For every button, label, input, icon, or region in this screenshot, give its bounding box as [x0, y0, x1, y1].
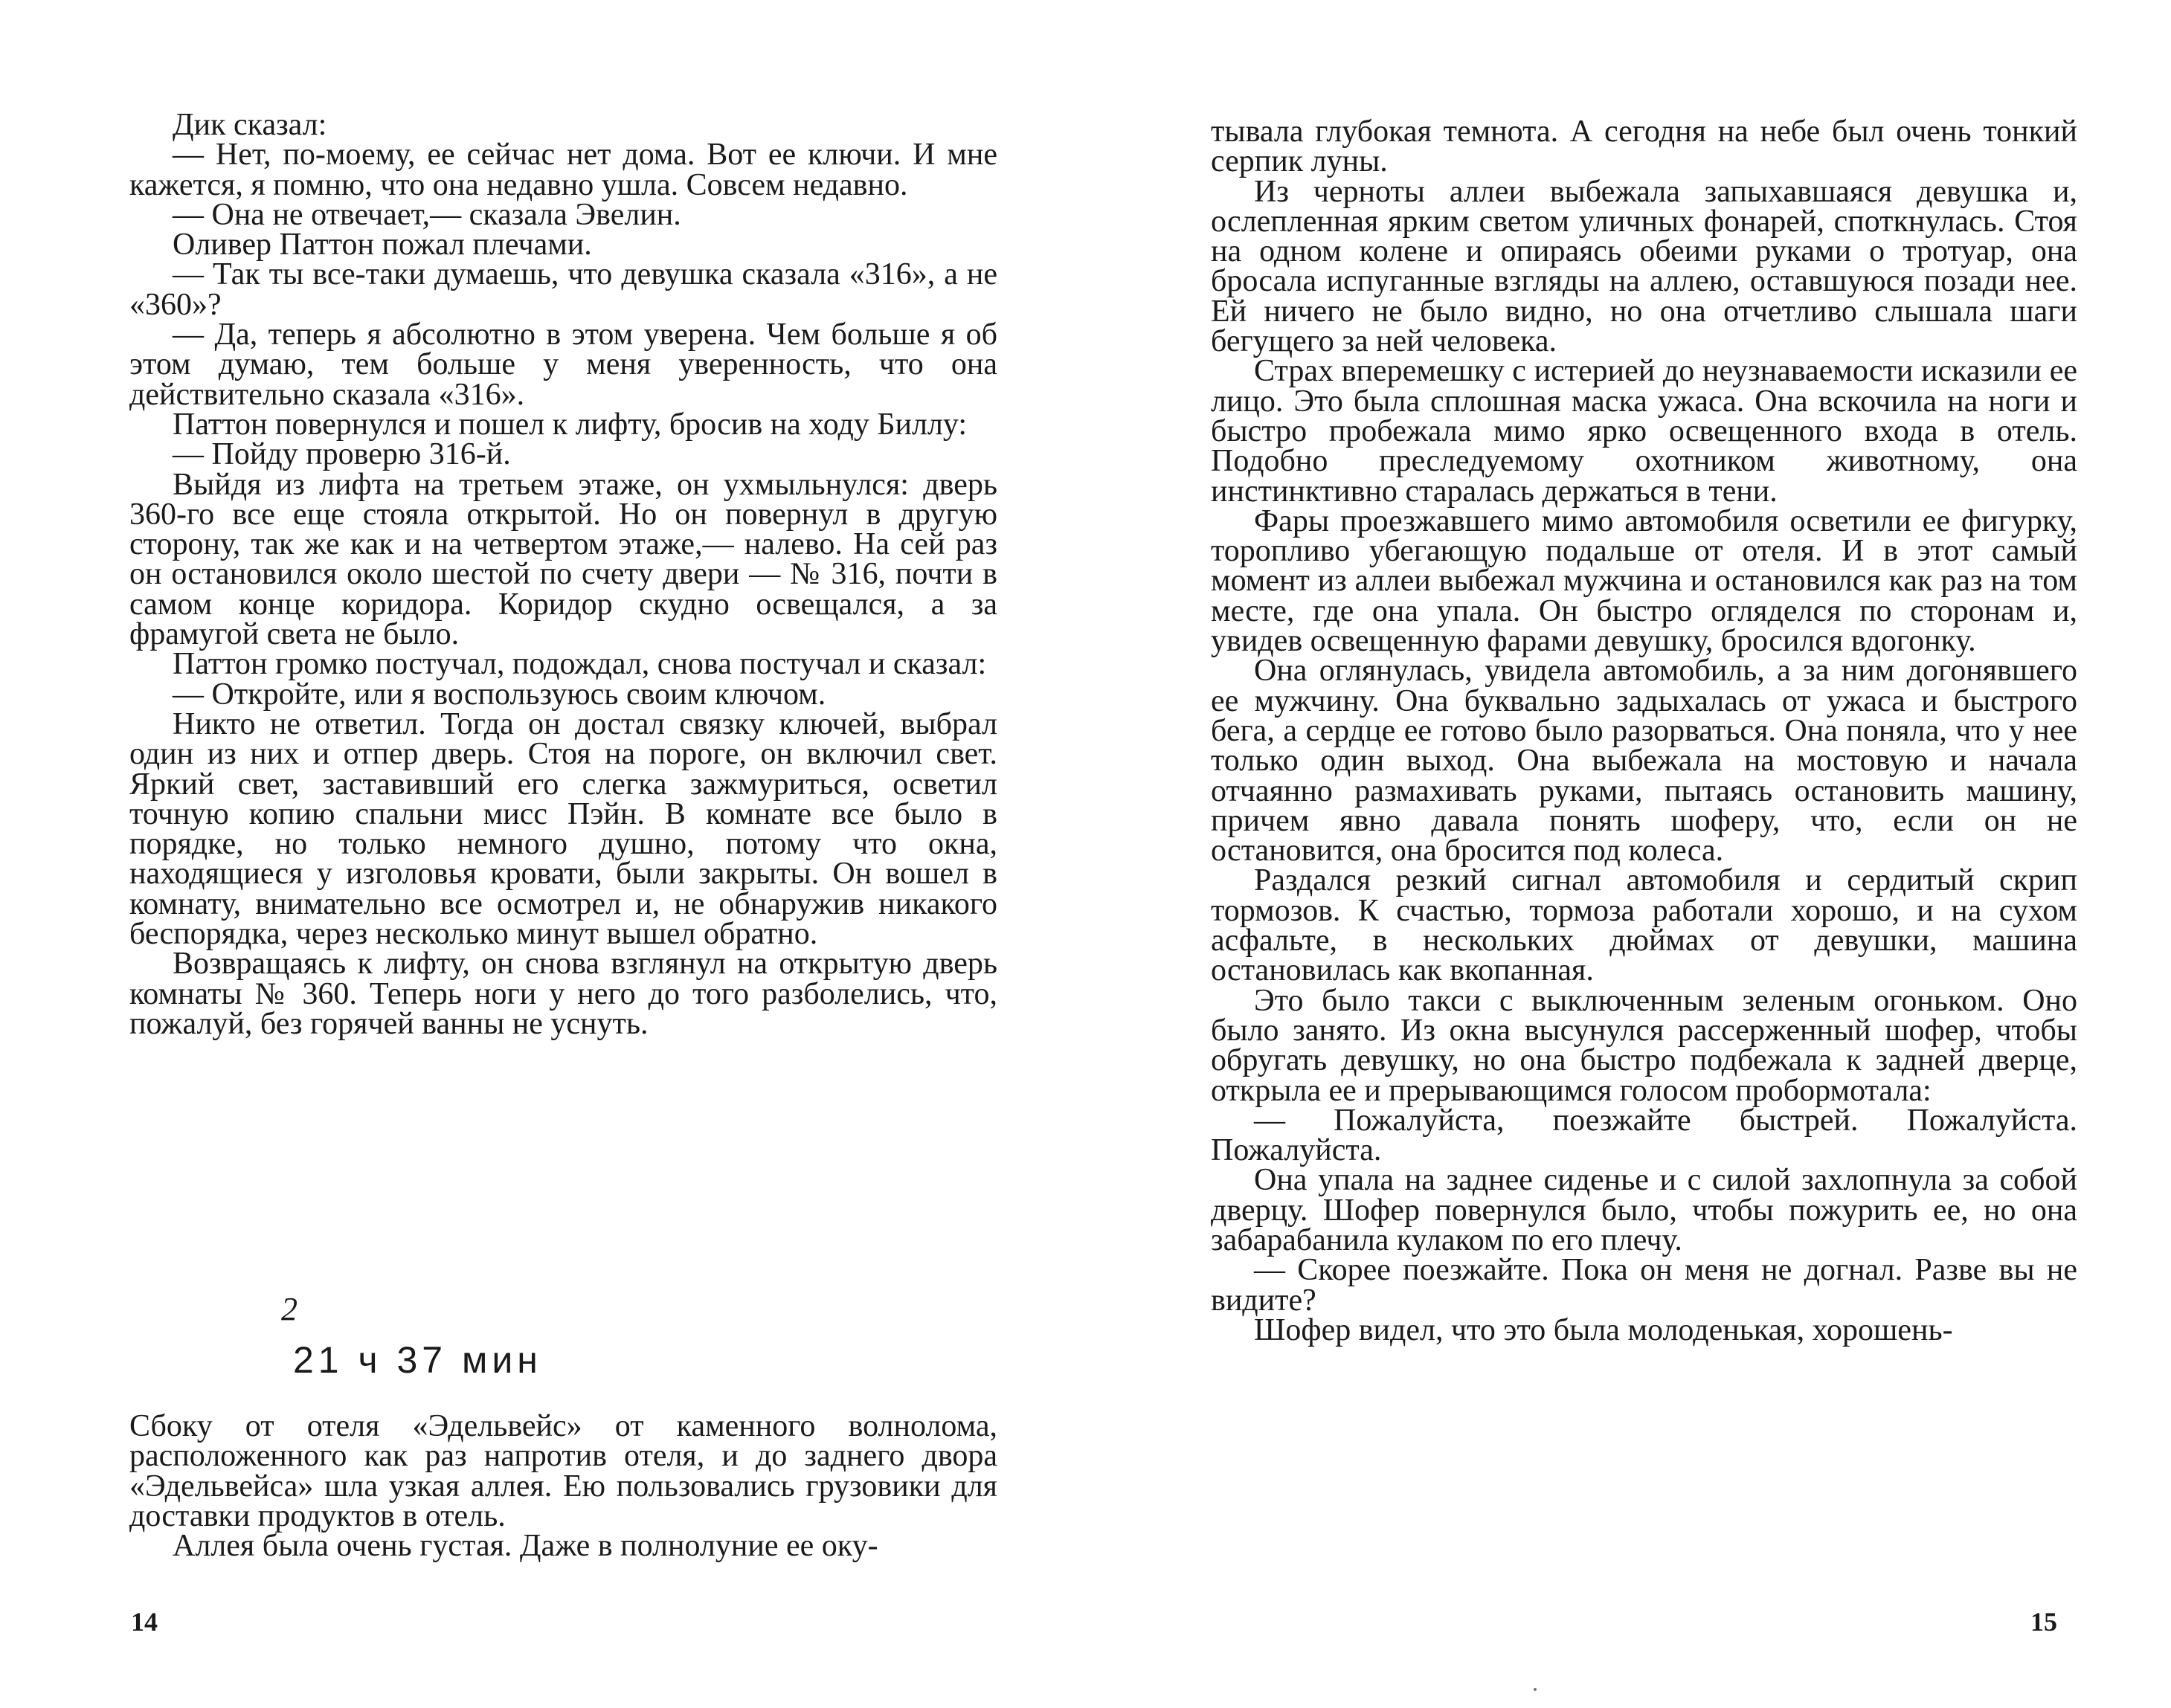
paragraph: — Нет, по-моему, ее сейчас нет дома. Вот ее ключи. И мне кажется, я помню, что она недавно ушла. Совсем недавно.	[129, 138, 997, 202]
paragraph: Это было такси с выключенным зеленым огоньком. Оно было занято. Из окна высунулся рассерженный шофер, чтобы обругать девушку, но она быстро подбежала к задней дверце, открыла ее и прерывающимся голосом пробормотала:	[1211, 983, 2077, 1108]
paragraph: — Откройте, или я воспользуюсь своим ключом.	[173, 677, 826, 712]
paragraph: тывала глубокая темнота. А сегодня на небе был очень тонкий серпик луны.	[1211, 115, 2077, 179]
paragraph: Сбоку от отеля «Эдельвейс» от каменного волнолома, расположенного как раз напротив отеля, и до заднего двора «Эдельвейса» шла узкая аллея. Ею пользовались грузовики для доставки продуктов в отель.	[129, 1409, 997, 1533]
paragraph: — Да, теперь я абсолютно в этом уверена. Чем больше я об этом думаю, тем больше у меня уверенность, что она действительно сказала «316».	[129, 318, 997, 412]
page-number-right: 15	[2030, 1607, 2057, 1637]
paragraph: Возвращаясь к лифту, он снова взглянул на открытую дверь комнаты № 360. Теперь ноги у него до того разболелись, что, пожалуй, без горячей ванны не уснуть.	[129, 947, 997, 1041]
paragraph: Аллея была очень густая. Даже в полнолуние ее оку-	[173, 1529, 878, 1564]
paragraph: — Так ты все-таки думаешь, что девушка сказала «316», а не «360»?	[129, 257, 997, 322]
paragraph: — Она не отвечает,— сказала Эвелин.	[173, 197, 681, 232]
left-text-column-top	[129, 110, 997, 1039]
paragraph: — Пожалуйста, поезжайте быстрей. Пожалуйста. Пожалуйста.	[1211, 1103, 2077, 1168]
paragraph: Раздался резкий сигнал автомобиля и сердитый скрип тормозов. К счастью, тормоза работали хорошо, и на сухом асфальте, в нескольких дюймах от девушки, машина остановилась как вкопанная.	[1211, 863, 2077, 988]
right-text-column	[1211, 117, 2077, 1345]
paragraph: Она оглянулась, увидела автомобиль, а за ним догонявшего ее мужчину. Она буквально задыхалась от ужаса и быстрого бега, а сердце ее готово было разорваться. Она поняла, что у нее только один выход. Она выбежала на мостовую и начала отчаянно размахивать руками, пытаясь остановить машину, причем явно давала понять шоферу, что, если он не остановится, она бросится под колеса.	[1211, 654, 2077, 868]
chapter-number: 2	[281, 1291, 297, 1327]
paragraph: Оливер Паттон пожал плечами.	[173, 228, 592, 262]
paragraph: Шофер видел, что это была молоденькая, хорошень-	[1254, 1312, 1953, 1347]
paragraph: Выйдя из лифта на третьем этаже, он ухмыльнулся: дверь 360-го все еще стояла открытой. Но он повернул в другую сторону, так же как и на четвертом этаже,— налево. На сей раз он остановился около шестой по счету двери — № 316, почти в самом конце коридора. Коридор скудно освещался, а за фрамугой света не было.	[129, 467, 997, 652]
page-number-left: 14	[131, 1607, 158, 1637]
left-text-column-bottom	[129, 1409, 997, 1564]
paragraph: Паттон повернулся и пошел к лифту, бросив на ходу Биллу:	[173, 407, 967, 442]
paragraph: Паттон громко постучал, подождал, снова постучал и сказал:	[173, 647, 987, 682]
paragraph: Дик сказал:	[173, 108, 327, 142]
right-page	[1086, 0, 2171, 1708]
paragraph: — Скорее поезжайте. Пока он меня не догнал. Разве вы не видите?	[1211, 1253, 2077, 1318]
paragraph: Страх вперемешку с истерией до неузнаваемости исказили ее лицо. Это была сплошная маска ужаса. Она вскочила на ноги и быстро пробежала мимо ярко освещенного входа в отель. Подобно преследуемому охотником животному, она инстинктивно старалась держаться в тени.	[1211, 354, 2077, 509]
paragraph: Фары проезжавшего мимо автомобиля осветили ее фигурку, торопливо убегающую подальше от отеля. И в этот самый момент из аллеи выбежал мужчина и остановился как раз на том месте, где она упала. Он быстро огляделся по сторонам и, увидев освещенную фарами девушку, бросился вдогонку.	[1211, 503, 2077, 659]
scan-speck	[1534, 1688, 1537, 1691]
paragraph: Никто не ответил. Тогда он достал связку ключей, выбрал один из них и отпер дверь. Стоя на пороге, он включил свет. Яркий свет, заставивший его слегка зажмуриться, осветил точную копию спальни мисс Пэйн. В комнате все было в порядке, но только немного душно, потому что окна, находящиеся у изголовья кровати, были закрыты. Он вошел в комнату, внимательно все осмотрел и, не обнаружив никакого беспорядка, через несколько минут вышел обратно.	[129, 706, 997, 952]
paragraph: — Пойду проверю 316-й.	[173, 437, 511, 472]
paragraph: Она упала на заднее сиденье и с силой захлопнула за собой дверцу. Шофер повернулся было, чтобы пожурить ее, но она забарабанила кулаком по его плечу.	[1211, 1163, 2077, 1257]
chapter-title: 21 ч 37 мин	[293, 1339, 542, 1381]
paragraph: Из черноты аллеи выбежала запыхавшаяся девушка и, ослепленная ярким светом уличных фонарей, споткнулась. Стоя на одном колене и опираясь обеими руками о тротуар, она бросала испуганные взгляды на аллею, оставшуюся позади нее. Ей ничего не было видно, но она отчетливо слышала шаги бегущего за ней человека.	[1211, 174, 2077, 359]
